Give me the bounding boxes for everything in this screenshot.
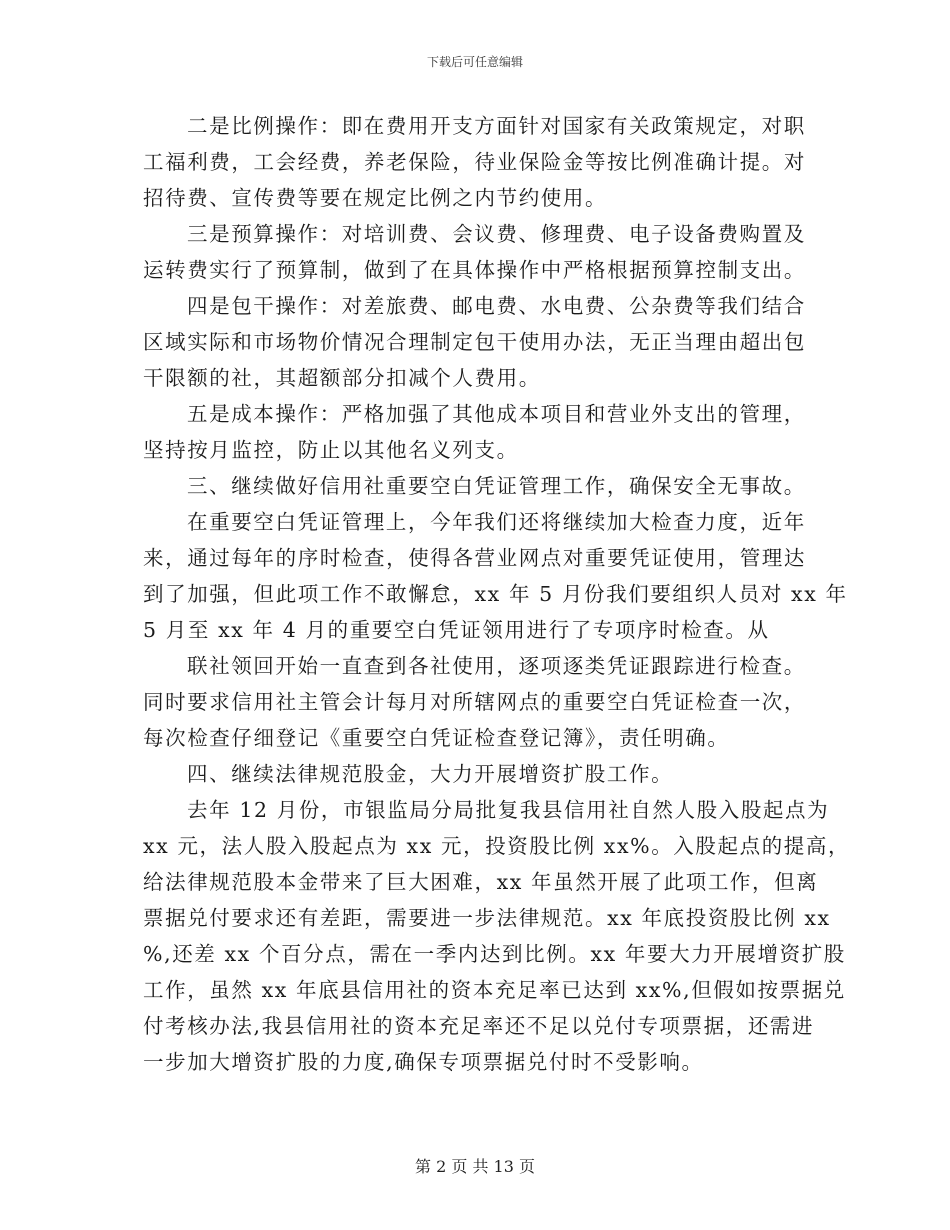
body-line: 来，通过每年的序时检查，使得各营业网点对重要凭证使用，管理达: [143, 546, 806, 570]
body-line: 联社领回开始一直查到各社使用，逐项逐类凭证跟踪进行检查。: [187, 654, 806, 678]
body-line: xx 元，法人股入股起点为 xx 元，投资股比例 xx%。入股起点的提高，: [143, 834, 851, 858]
body-line: 在重要空白凭证管理上，今年我们还将继续加大检查力度，近年: [187, 510, 806, 534]
body-line: 区域实际和市场物价情况合理制定包干使用办法，无正当理由超出包: [143, 330, 806, 354]
body-line: 三是预算操作：对培训费、会议费、修理费、电子设备费购置及: [187, 222, 806, 246]
body-line: 同时要求信用社主管会计每月对所辖网点的重要空白凭证检查一次，: [143, 690, 806, 714]
body-line: 运转费实行了预算制，做到了在具体操作中严格根据预算控制支出。: [143, 258, 806, 282]
body-line: %,还差 xx 个百分点，需在一季内达到比例。xx 年要大力开展增资扩股: [143, 942, 846, 966]
body-line: 干限额的社，其超额部分扣减个人费用。: [143, 366, 541, 390]
page-number-footer: 第 2 页 共 13 页: [415, 1157, 535, 1176]
body-line: 工福利费，工会经费，养老保险，待业保险金等按比例准确计提。对: [143, 150, 806, 174]
body-line: 坚持按月监控，防止以其他名义列支。: [143, 438, 519, 462]
document-body: [143, 108, 851, 1080]
body-line: 票据兑付要求还有差距，需要进一步法律规范。xx 年底投资股比例 xx: [143, 906, 831, 930]
body-line: 付考核办法,我县信用社的资本充足率还不足以兑付专项票据，还需进: [143, 1014, 815, 1038]
body-line: 二是比例操作：即在费用开支方面针对国家有关政策规定，对职: [187, 114, 806, 138]
body-line: 四是包干操作：对差旅费、邮电费、水电费、公杂费等我们结合: [187, 294, 806, 318]
body-line: 5 月至 xx 年 4 月的重要空白凭证领用进行了专项序时检查。从: [143, 618, 770, 642]
body-line: 招待费、宣传费等要在规定比例之内节约使用。: [143, 186, 608, 210]
section-heading: 三、继续做好信用社重要空白凭证管理工作，确保安全无事故。: [187, 474, 806, 498]
body-line: 工作，虽然 xx 年底县信用社的资本充足率已达到 xx%,但假如按票据兑: [143, 978, 846, 1002]
body-line: 每次检查仔细登记《重要空白凭证检查登记簿》，责任明确。: [143, 726, 730, 750]
section-heading: 四、继续法律规范股金，大力开展增资扩股工作。: [187, 762, 674, 786]
body-line: 五是成本操作：严格加强了其他成本项目和营业外支出的管理，: [187, 402, 806, 426]
page-header: 下载后可任意编辑: [426, 55, 523, 69]
body-line: 到了加强，但此项工作不敢懈怠，xx 年 5 月份我们要组织人员对 xx 年: [143, 582, 848, 606]
body-line: 一步加大增资扩股的力度,确保专项票据兑付时不受影响。: [143, 1050, 704, 1074]
body-line: 去年 12 月份，市银监局分局批复我县信用社自然人股入股起点为: [187, 798, 830, 822]
body-line: 给法律规范股本金带来了巨大困难，xx 年虽然开展了此项工作，但离: [143, 870, 819, 894]
